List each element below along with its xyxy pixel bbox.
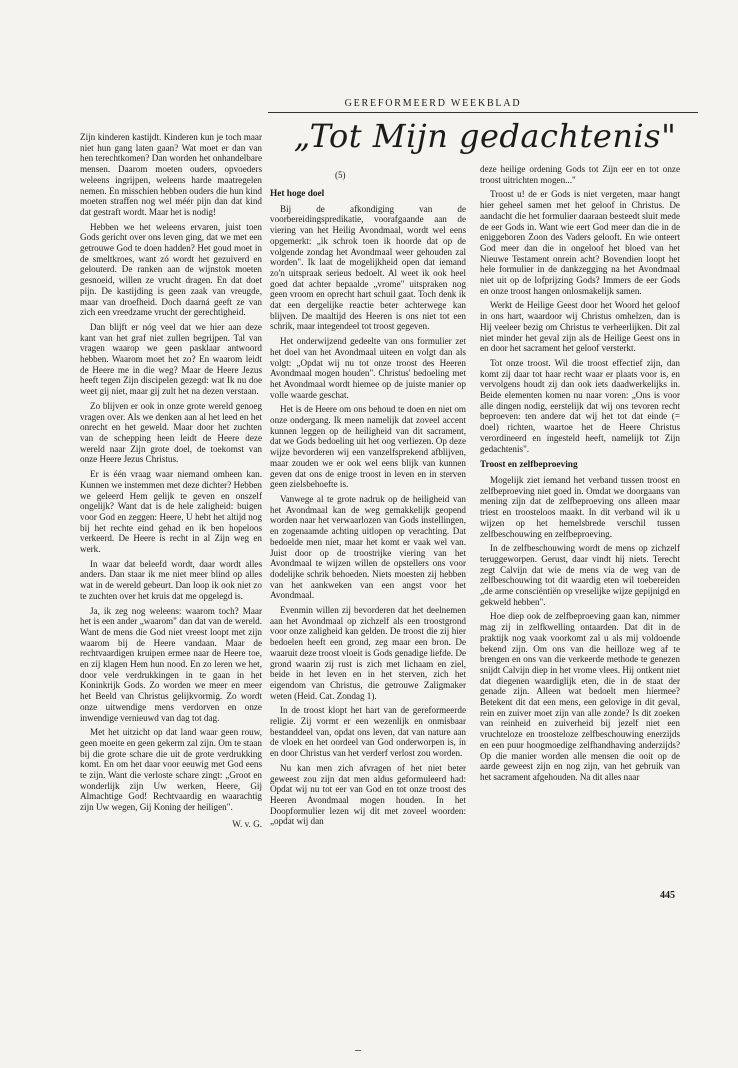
section-heading: Troost en zelfbeproeving (480, 460, 578, 471)
running-header: GEREFORMEERD WEEKBLAD (344, 98, 522, 109)
paragraph: Met het uitzicht op dat land waar geen rouw, geen moeite en geen gekerm zal zijn. Om te staan bij die grote schare die uit de grote verdrukking komt. En om het daar voor eeuwig met God eens te zijn. Want die verloste schare zingt: „Groot en wonderlijk zijn Uw werken, Heere, Gij Almachtige God! Rechtvaardig en waarachtig zijn Uw wegen, Gij Koning der heiligen". (80, 727, 262, 813)
paragraph: Mogelijk ziet iemand het verband tussen troost en zelfbeproeving niet goed in. Omdat we doorgaans van mening zijn dat de zelfbeproeving ons alleen maar triest en troosteloos maakt. In dit verband wil ik u wijzen op het hemelsbrede verschil tussen zelfbeschouwing en zelfbeproeving. (480, 474, 680, 539)
header-rule (268, 112, 698, 113)
paragraph: Hebben we het weleens ervaren, juist toen Gods gericht over ons leven ging, dat we met een getrouwe God te doen hadden? Het goud moet in de smeltkroes, want zó wordt het gezuiverd en gelouterd. De ranken aan de wijnstok moeten gesnoeid, willen ze vrucht dragen. En dat doet pijn. De kastijding is geen zaak van vreugde, maar van droefheid. Doch daarná geeft ze van zich een vreedzame vrucht der gerechtigheid. (80, 221, 262, 318)
signature: W. v. G. (232, 818, 262, 829)
column-1 (80, 132, 262, 830)
paragraph: Ja, ik zeg nog weleens: waarom toch? Maar het is een ander „waarom" dan dat van de wereld. Want de mens die God niet vreest loopt met zijn waarom bij de Heere vandaan. Maar de rechtvaardigen kruipen ermee naar de Heere toe, en zij klagen Hem hun nood. En zo leren we het, door vele verdrukkingen in te gaan in het Koninkrijk Gods. Zo worden we meer en meer het Beeld van Christus gelijkvormig. Zo wordt onze uitwendige mens verdorven en onze inwendige vernieuwd van dag tot dag. (80, 605, 262, 723)
paragraph: Het is de Heere om ons behoud te doen en niet om onze ondergang. Ik meen namelijk dat zoveel accent kunnen leggen op de heiligheid van dit sacrament, dat we Gods bedoeling uit het oog verliezen. Op deze wijze bevorderen wij een vanzelfsprekend afblijven, maar zouden we er ook wel eens blijk van kunnen geven dat ons de enige troost in leven en in sterven geen zielsbehoefte is. (270, 404, 466, 490)
paragraph: Vanwege al te grote nadruk op de heiligheid van het Avondmaal kan de weg gemakkelijk geopend worden naar het verwaarlozen van Gods instellingen, en zogenaamde achting uitlopen op verachting. Dat bedoelde men niet, maar het komt er vaak wel van. Juist door op de troostrijke viering van het Avondmaal te wijzen willen de opstellers ons voor dodelijke schrik behoeden. Niets moesten zij hebben van het aankweken van een angst voor het Avondmaal. (270, 493, 466, 601)
paragraph: Werkt de Heilige Geest door het Woord het geloof in ons hart, waardoor wij Christus omhelzen, dan is Hij veeleer bezig om Christus te verheerlijken. Dit zal niet minder het geval zijn als de Heilige Geest ons in en door het sacrament het geloof versterkt. (480, 300, 680, 354)
footer-mark (355, 1050, 361, 1051)
paragraph: Bij de afkondiging van de voorbereidingspredikatie, voorafgaande aan de viering van het Heilig Avondmaal, wordt wel eens opgemerkt: „ik schrok toen ik hoorde dat op de volgende zondag het Avondmaal weer gehouden zal worden". Ik laat de mogelijkheid open dat iemand zo'n uitspraak serieus bedoelt. Al weet ik ook heel goed dat achter bepaalde „vrome" uitspraken nog geen vroom en oprecht hart schuil gaat. Toch denk ik dat een dergelijke reactie beter achterwege kan blijven. De maaltijd des Heeren is ons niet tot een schrik, maar integendeel tot troost gegeven. (270, 203, 466, 332)
paragraph: Er is één vraag waar niemand omheen kan. Kunnen we instemmen met deze dichter? Hebben we geleerd Hem gelijk te geven en onszelf ongelijk? Want dat is de hele zaligheid: buigen voor God en zeggen: Heere, U hebt het altijd nog bij het rechte eind gehad en ik ben hopeloos verkeerd. De Heere is recht in al Zijn weg en werk. (80, 469, 262, 555)
paragraph: Nu kan men zich afvragen of het niet beter geweest zou zijn dat men aldus geformuleerd had: Opdat wij nu tot eer van God en tot onze troost des Heeren Avondmaal mogen houden. In het Doopformulier lezen wij dit met zoveel woorden: „opdat wij dan (270, 762, 466, 827)
paragraph: Zo blijven er ook in onze grote wereld genoeg vragen over. Als we denken aan al het leed en het onrecht en het geweld. Maar door het zuchten van de schepping heen leidt de Heere deze wereld naar Zijn grote doel, de toekomst van onze Heere Jezus Christus. (80, 400, 262, 465)
paragraph: Zijn kinderen kastijdt. Kinderen kun je toch maar niet hun gang laten gaan? Wat moet er dan van hen terechtkomen? Dan worden het onhandelbare mensen. Daarom moeten ouders, opvoeders weleens ingrijpen, weleens harde maatregelen nemen. En misschien hebben ouders die hun kind moeten straffen nog wel méér pijn dan dat kind dat gestraft wordt. Maar het is nodig! (80, 132, 262, 217)
paragraph: Tot onze troost. Wil die troost effectief zijn, dan komt zij daar tot haar recht waar er plaats voor is, en vervolgens houdt zij dan ook iets daadwerkelijks in. Beide elementen komen nu naar voren: „Ons is voor alle dingen nodig, eerstelijk dat wij ons tevoren recht beproeven: ten andere dat wij het tot dat einde (= doel) richten, waartoe het de Heere Christus verordineerd en ingesteld heeft, namelijk tot Zijn gedachtenis". (480, 357, 680, 454)
paragraph: Dan blijft er nóg veel dat we hier aan deze kant van het graf niet zullen begrijpen. Tal van vragen waarop we geen pasklaar antwoord hebben. Waarom moet het zo? En waarom leidt de Heere me in die weg? Maar de Heere Jezus heeft tegen Zijn discipelen gezegd: wat Ik nu doe weet gij niet, maar gij zult het na dezen verstaan. (80, 321, 262, 397)
paragraph: In de troost klopt het hart van de gereformeerde religie. Zij vormt er een wezenlijk en onmisbaar bestanddeel van, opdat ons leven, dat van nature aan de vloek en het oordeel van God onderworpen is, in en door Christus van het verderf verlost zou worden. (270, 705, 466, 759)
paragraph: deze heilige ordening Gods tot Zijn eer en tot onze troost uitrichten mogen..." (480, 164, 680, 185)
column-3 (480, 164, 680, 787)
article-title: „Tot Mijn gedachtenis" (293, 117, 677, 155)
paragraph: Evenmin willen zij bevorderen dat het deelnemen aan het Avondmaal op zichzelf als een troostgrond voor onze zaligheid kan gelden. De troost die zij hier bedoelen heeft een grond, zeg maar een bron. De waaruit deze troost vloeit is Gods genadige liefde. De grond waarin zij rust is zich met lichaam en ziel, beide in het leven en in het sterven, zich het eigendom van Christus, die getrouwe Zaligmaker weten (Heid. Cat. Zondag 1). (270, 605, 466, 701)
paragraph: In waar dat beleefd wordt, daar wordt alles anders. Dan staar ik me niet meer blind op alles wat in de wereld gebeurt. Dan loop ik ook niet zo te zuchten over het kruis dat me opgelegd is. (80, 558, 262, 601)
paragraph: Het onderwijzend gedeelte van ons formulier zet het doel van het Avondmaal uiteen en volgt dan als volgt: „Opdat wij nu tot onze troost des Heeren Avondmaal mogen houden". Christus' bedoeling met het Avondmaal wordt hiemee op de juiste manier op volle waarde geschat. (270, 336, 466, 400)
page-number: 445 (660, 890, 675, 901)
part-number: (5) (335, 170, 346, 180)
section-heading: Het hoge doel (270, 189, 325, 199)
column-2 (270, 183, 466, 831)
paragraph: Hoe diep ook de zelfbeproeving gaan kan, nimmer mag zij in zelfkwelling ontaarden. Dat dit in de praktijk nog vaak voorkomt zal u als mij voldoende bekend zijn. Om ons van die heilloze weg af te brengen en ons van die verkeerde methode te genezen snijdt Calvijn diep in het vrome vlees. Hij ontkent niet dat diegenen waardiglijk eten, die in de staat der genade zijn. Alleen wat bedoelt men hiermee? Betekent dit dat een mens, een gelovige in dit geval, rein en zuiver moet zijn van alle zonde? Is dit zoeken van reinheid en zuiverheid bij jezelf niet een vruchteloze en troosteloze zelfbeschouwing enerzijds en een puur hoogmoedige zelfhandhaving anderzijds? Op die manier worden alle mensen die ooit op de aarde geweest zijn en nog zijn, van het gebruik van het sacrament afgehouden. Na dit alles naar (480, 611, 680, 782)
paragraph: In de zelfbeschouwing wordt de mens op zichzelf teruggeworpen. Gerust, daar vindt hij niets. Terecht zegt Calvijn dat wie de mens via de weg van de zelfbeschouwing tot dit waardig eten wil toebereiden „de arme consciëntiën op vreselijke wijze gepijnigd en gekweld hebben". (480, 543, 680, 607)
paragraph: Troost u! de er Gods is niet vergeten, maar hangt hier geheel samen met het geloof in Christus. De aandacht die het formulier daaraan besteedt sluit mede de eer Gods in. Want wie eert God meer dan die in de eniggeboren Zoon des Vaders gelooft. En wie onteert God meer dan die in ongeloof het bloed van het Nieuwe Testament onrein acht? Bovendien loopt het hele formulier in de dankzegging na het Avondmaal niet uit op de lofprijzing Gods? Immers de eer Gods en onze troost hangen onlosmakelijk samen. (480, 189, 680, 296)
